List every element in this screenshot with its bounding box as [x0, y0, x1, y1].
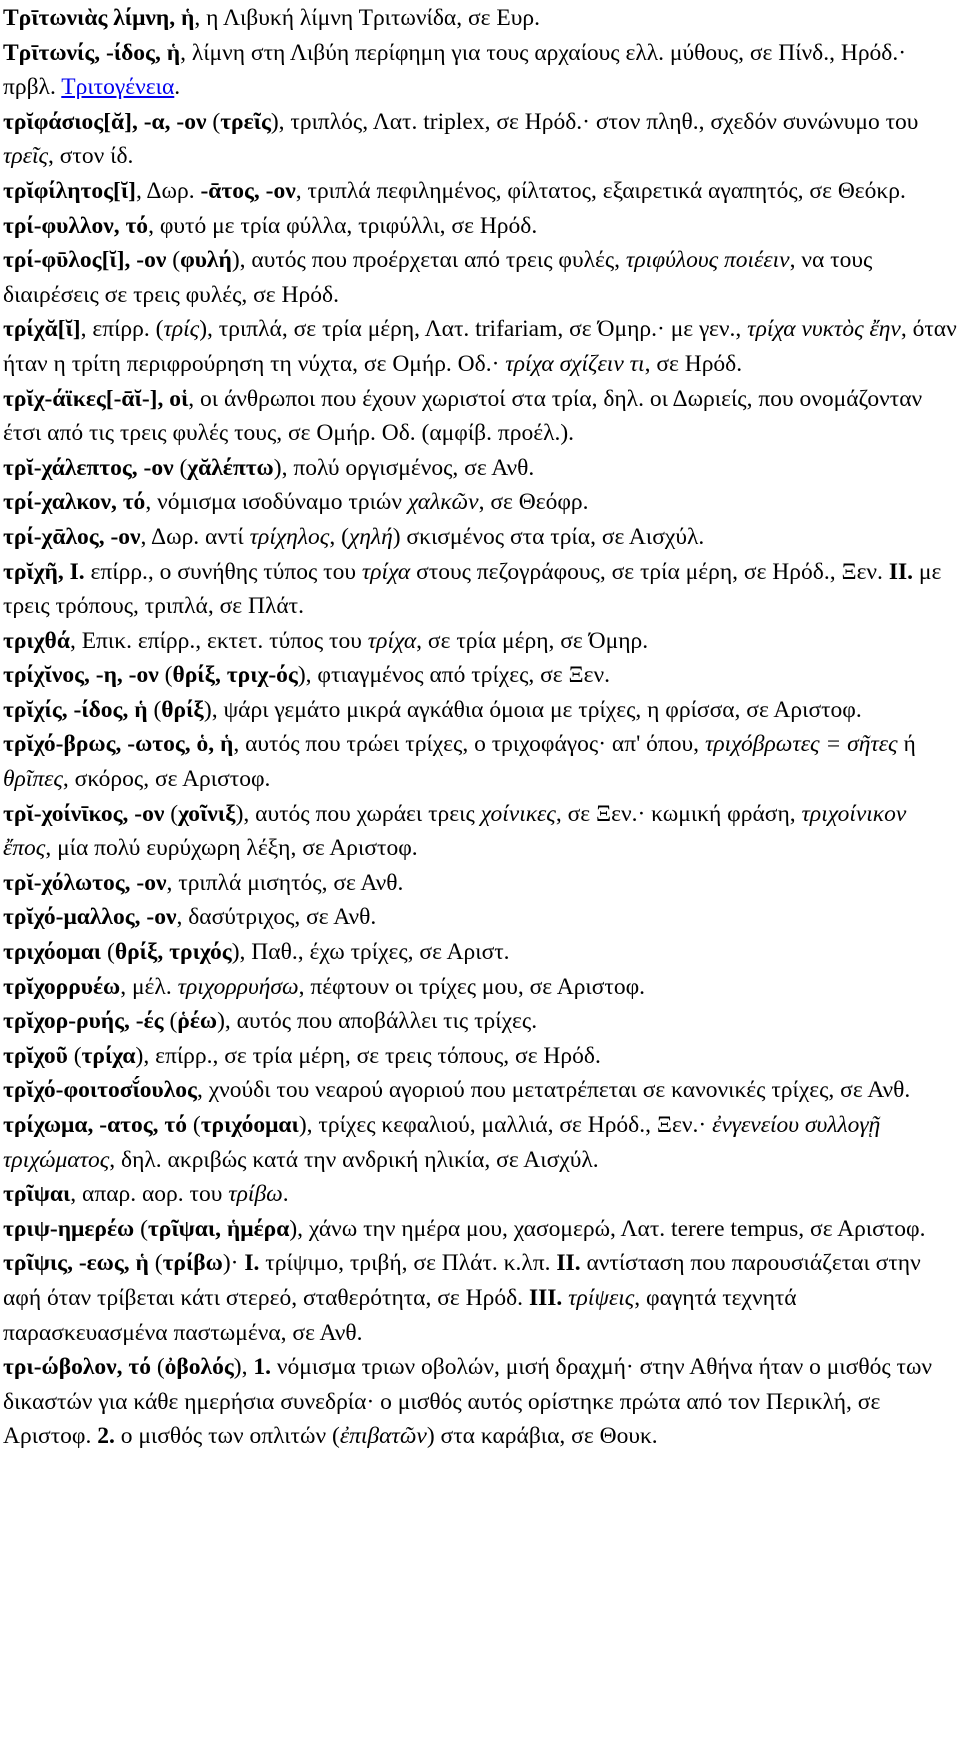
dictionary-entry: [3, 935, 958, 970]
dictionary-entry: [3, 900, 958, 935]
headword: ὀβολός: [164, 1354, 234, 1381]
dictionary-entry: [3, 693, 958, 728]
definition-text: , Δωρ. αντί: [140, 523, 250, 550]
definition-text: , τριπλά μισητός, σε Ανθ.: [166, 869, 404, 896]
dictionary-entry: [3, 1108, 958, 1177]
definition-text: ), αυτός που αποβάλλει τις τρίχες.: [217, 1008, 538, 1035]
definition-text: .: [282, 1181, 289, 1208]
headword: τρῖψαι, ἡμέρα: [147, 1215, 290, 1242]
headword: τριχόομαι: [3, 939, 102, 966]
headword: Τρῑτωνιὰς λίμνη, ἡ: [3, 5, 195, 31]
headword: τρῐχό-μαλλος, -ον: [3, 904, 177, 931]
definition-text: , σκόρος, σε Αριστοφ.: [62, 766, 271, 793]
headword: τρῐφίλητος[ῐ]: [3, 177, 136, 204]
definition-text: (: [134, 1215, 148, 1242]
headword: τρι-ώβολον, τό: [3, 1354, 151, 1381]
definition-text: (: [67, 1042, 82, 1069]
headword: τρῐχό-φοιτοσῐ́ουλος: [3, 1077, 197, 1104]
definition-text: , φυτό με τρία φύλλα, τριφύλλι, σε Ηρόδ.: [148, 212, 538, 239]
definition-text: , επίρρ. (: [80, 316, 164, 343]
definition-text: ) στα καράβια, σε Θουκ.: [426, 1423, 658, 1450]
definition-text: , (: [329, 523, 349, 550]
dictionary-entry: [3, 1177, 958, 1212]
headword: τρίχωμα, -ατος, τό: [3, 1112, 188, 1138]
italic-text: τριχόβρωτες = σῆτες: [704, 731, 898, 758]
dictionary-entry: [3, 36, 958, 105]
definition-text: (: [148, 1250, 163, 1277]
headword: τρίβω: [162, 1250, 223, 1277]
headword: τρῐχορρυέω: [3, 973, 121, 1000]
italic-text: ἐπιβατῶν: [339, 1423, 427, 1450]
headword: τρίχᾰ[ῐ]: [3, 316, 81, 343]
headword: τρῐχοῦ: [3, 1042, 68, 1069]
definition-text: ),: [233, 1354, 254, 1381]
dictionary-entry: [3, 658, 958, 693]
italic-text: χοίνικες: [480, 800, 556, 827]
italic-text: τρίχα νυκτὸς ἔην: [747, 316, 901, 343]
italic-text: τρίχα: [367, 627, 417, 654]
italic-text: τρίς: [163, 316, 200, 343]
headword: τρῐχό-βρως, -ωτος, ὁ, ἡ: [3, 731, 234, 758]
dictionary-entry: [3, 624, 958, 659]
headword: τρί-χαλκον, τό: [3, 489, 146, 516]
headword: τρί-χᾱλος, -ον: [3, 523, 141, 550]
definition-text: ), τρίχες κεφαλιού, μαλλιά, σε Ηρόδ., Ξεν.·: [298, 1112, 713, 1138]
definition-text: ), χάνω την ημέρα μου, χασομερώ, Λατ. terere tempus, σε Αριστοφ.: [289, 1215, 926, 1242]
dictionary-entry: [3, 382, 958, 451]
definition-text: (: [163, 1008, 178, 1035]
definition-text: , σε Θεόφρ.: [478, 489, 589, 516]
dictionary-entry: [3, 1350, 958, 1454]
italic-text: τρίχα: [361, 558, 411, 585]
headword: φυλή: [180, 247, 232, 274]
dictionary-entry: [3, 1246, 958, 1350]
definition-text: , Επικ. επίρρ., εκτετ. τύπος του: [69, 627, 368, 654]
definition-text: (: [101, 939, 115, 966]
italic-text: τριφύλους ποιέειν: [625, 247, 790, 274]
definition-text: (: [173, 454, 188, 481]
italic-text: τρίψεις: [568, 1284, 635, 1311]
headword: τρῐχ-άϊκες[-ᾱῐ-], οἱ: [3, 385, 189, 412]
headword: τρῖψις, -εως, ἡ: [3, 1250, 149, 1277]
definition-text: , οι άνθρωποι που έχουν χωριστοί στα τρία, δηλ. οι Δωριείς, που ονομάζονταν έτσι από τις τρεις φυλές τους, σε Ομήρ. Οδ. (αμφίβ. προέλ.).: [3, 385, 923, 447]
definition-text: στους πεζογράφους, σε τρία μέρη, σε Ηρόδ., Ξεν.: [410, 558, 889, 585]
dictionary-entry: [3, 105, 958, 174]
headword: III.: [528, 1284, 563, 1311]
headword: -ᾱτος, -ον: [200, 177, 296, 204]
dictionary-entry: [3, 1004, 958, 1039]
definition-text: , χνούδι του νεαρού αγοριού που μετατρέπεται σε κανονικές τρίχες, σε Ανθ.: [196, 1077, 911, 1104]
definition-text: , στον ίδ.: [48, 143, 134, 170]
definition-text: ), φτιαγμένος από τρίχες, σε Ξεν.: [297, 662, 611, 689]
definition-text: , δασύτριχος, σε Ανθ.: [176, 904, 377, 931]
headword: χοῖνιξ: [178, 800, 236, 827]
definition-text: ή: [897, 731, 916, 758]
definition-text: (: [150, 1354, 165, 1381]
dictionary-entry: [3, 520, 958, 555]
dictionary-entry: [3, 1039, 958, 1074]
definition-text: ), ψάρι γεμάτο μικρά αγκάθια όμοια με τρίχες, η φρίσσα, σε Αριστοφ.: [203, 696, 862, 723]
dictionary-entry: [3, 174, 958, 209]
italic-text: τριχορρυήσω: [177, 973, 299, 1000]
definition-text: , φαγητά τεχνητά παρασκευασμένα παστωμένα, σε Ανθ.: [3, 1284, 797, 1346]
headword: τριχθά: [3, 627, 70, 654]
headword: τρῖψαι: [3, 1181, 71, 1208]
dictionary-entry: [3, 1, 958, 36]
headword: τρῐ-χοίνῑκος, -ον: [3, 800, 165, 827]
definition-text: , όταν ήταν η τρίτη περιφρούρηση τη νύχτα, σε Ομήρ. Οδ.·: [3, 316, 957, 377]
headword: θρίξ: [161, 696, 204, 723]
definition-text: ) σκισμένος στα τρία, σε Αισχύλ.: [392, 523, 705, 550]
italic-text: χαλκῶν: [407, 489, 479, 516]
headword: τριχόομαι: [200, 1112, 299, 1138]
headword: τρεῖς: [220, 108, 271, 135]
definition-text: , τριπλά πεφιλημένος, φίλτατος, εξαιρετικά αγαπητός, σε Θεόκρ.: [295, 177, 906, 204]
dictionary-entry: [3, 312, 958, 381]
dictionary-entry: [3, 970, 958, 1005]
definition-text: , απαρ. αορ. του: [70, 1181, 229, 1208]
headword: θρίξ, τριχός: [114, 939, 232, 966]
dictionary-entry: [3, 866, 958, 901]
definition-text: ), πολύ οργισμένος, σε Ανθ.: [273, 454, 535, 481]
definition-text: , μέλ.: [120, 973, 178, 1000]
headword: I.: [244, 1250, 260, 1277]
italic-text: ἐνγενείου συλλογῇ τριχώματος: [3, 1112, 881, 1173]
dictionary-entry: [3, 243, 958, 312]
headword: τρῐ-χάλεπτος, -ον: [3, 454, 174, 481]
definition-text: (: [206, 108, 221, 135]
definition-text: , λίμνη στη Λιβύη περίφημη για τους αρχαίους ελλ. μύθους, σε Πίνδ., Ηρόδ.· πρβλ.: [3, 39, 907, 101]
italic-text: τρίβω: [228, 1181, 283, 1208]
headword: τριψ-ημερέω: [3, 1215, 135, 1242]
definition-text: , δηλ. ακριβώς κατά την ανδρική ηλικία, σε Αισχύλ.: [109, 1146, 599, 1173]
definition-text: , σε τρία μέρη, σε Όμηρ.: [416, 627, 649, 654]
italic-text: τρίχα σχίζειν τι: [505, 350, 645, 377]
definition-text: , πέφτουν οι τρίχες μου, σε Αριστοφ.: [298, 973, 646, 1000]
definition-text: , νόμισμα ισοδύναμο τριών: [145, 489, 408, 516]
headword: θρίξ, τριχ-ός: [172, 662, 298, 689]
italic-text: τρίχηλος: [249, 523, 330, 550]
headword: τρῐχίς, -ίδος, ἡ: [3, 696, 148, 723]
definition-text: ), τριπλά, σε τρία μέρη, Λατ. trifariam, σε Όμηρ.· με γεν.,: [199, 316, 748, 343]
headword: 2.: [97, 1423, 115, 1450]
headword: τρίχῐνος, -η, -ον: [3, 662, 159, 689]
italic-text: θρῖπες: [3, 766, 63, 793]
headword: τρῐφάσιος[ᾰ], -α, -ον: [3, 108, 207, 135]
headword: τρίχα: [81, 1042, 136, 1069]
definition-text: αντίσταση που παρουσιάζεται στην αφή όταν τρίβεται κάτι στερεό, σταθερότητα, σε Ηρόδ.: [3, 1250, 921, 1311]
definition-text: (: [158, 662, 173, 689]
definition-text: )·: [222, 1250, 245, 1277]
definition-text: νόμισμα τριων οβολών, μισή δραχμή· στην Αθήνα ήταν ο μισθός των δικαστών για κάθε ημερήσια συνεδρία· ο μισθός αυτός ορίστηκε πρώτα από τον Περικλή, σε Αριστοφ.: [3, 1354, 933, 1450]
definition-text: (: [147, 696, 162, 723]
headword: τρί-φυλλον, τό: [3, 212, 149, 239]
headword: II.: [556, 1250, 581, 1277]
dictionary-entry: [3, 1073, 958, 1108]
definition-text: τρίψιμο, τριβή, σε Πλάτ. κ.λπ.: [259, 1250, 557, 1277]
definition-text: (: [187, 1112, 201, 1138]
definition-text: ), τριπλός, Λατ. triplex, σε Ηρόδ.· στον πληθ., σχεδόν συνώνυμο του: [270, 108, 919, 135]
headword: Τρῑτωνίς, -ίδος, ἡ: [3, 39, 181, 66]
headword: ῥέω: [177, 1008, 218, 1035]
definition-text: , η Λιβυκή λίμνη Τριτωνίδα, σε Ευρ.: [194, 5, 540, 31]
definition-text: .: [174, 74, 181, 101]
definition-text: , σε Ηρόδ.: [644, 350, 743, 377]
italic-text: τρεῖς: [3, 143, 49, 170]
definition-text: , Δωρ.: [135, 177, 201, 204]
definition-text: , σε Ξεν.· κωμική φράση,: [555, 800, 802, 827]
headword: τρῐχορ-ρυής, -ές: [3, 1008, 164, 1035]
dictionary-entry: [3, 485, 958, 520]
definition-text: ο μισθός των οπλιτών (: [114, 1423, 340, 1450]
cross-reference-link[interactable]: Τριτογένεια: [61, 74, 175, 101]
definition-text: (: [164, 800, 179, 827]
definition-text: ), επίρρ., σε τρία μέρη, σε τρεις τόπους, σε Ηρόδ.: [135, 1042, 601, 1069]
dictionary-entry: [3, 727, 958, 796]
headword: II.: [888, 558, 913, 585]
definition-text: ), Παθ., έχω τρίχες, σε Αριστ.: [231, 939, 510, 966]
dictionary-entry: [3, 1212, 958, 1247]
dictionary-entry: [3, 797, 958, 866]
headword: χᾰλέπτω: [187, 454, 274, 481]
definition-text: ), αυτός που προέρχεται από τρεις φυλές,: [231, 247, 626, 274]
definition-text: , μία πολύ ευρύχωρη λέξη, σε Αριστοφ.: [45, 835, 418, 862]
definition-text: , να τους διαιρέσεις σε τρεις φυλές, σε Ηρόδ.: [3, 247, 873, 308]
definition-text: (: [166, 247, 181, 274]
definition-text: ), αυτός που χωράει τρεις: [235, 800, 481, 827]
definition-text: , αυτός που τρώει τρίχες, ο τριχοφάγος· απ' όπου,: [233, 731, 705, 758]
headword: τρῐ-χόλωτος, -ον: [3, 869, 167, 896]
dictionary-entry: [3, 209, 958, 244]
definition-text: επίρρ., ο συνήθης τύπος του: [84, 558, 362, 585]
italic-text: χηλή: [348, 523, 393, 550]
headword: 1.: [253, 1354, 271, 1381]
dictionary-entry: [3, 451, 958, 486]
dictionary-entry: [3, 555, 958, 624]
definition-text: με τρεις τρόπους, τριπλά, σε Πλάτ.: [3, 558, 942, 620]
headword: τρί-φῡλος[ῐ], -ον: [3, 247, 167, 274]
italic-text: τριχοίνικον ἔπος: [3, 800, 907, 862]
headword: τρῐχῆ, I.: [3, 558, 85, 585]
